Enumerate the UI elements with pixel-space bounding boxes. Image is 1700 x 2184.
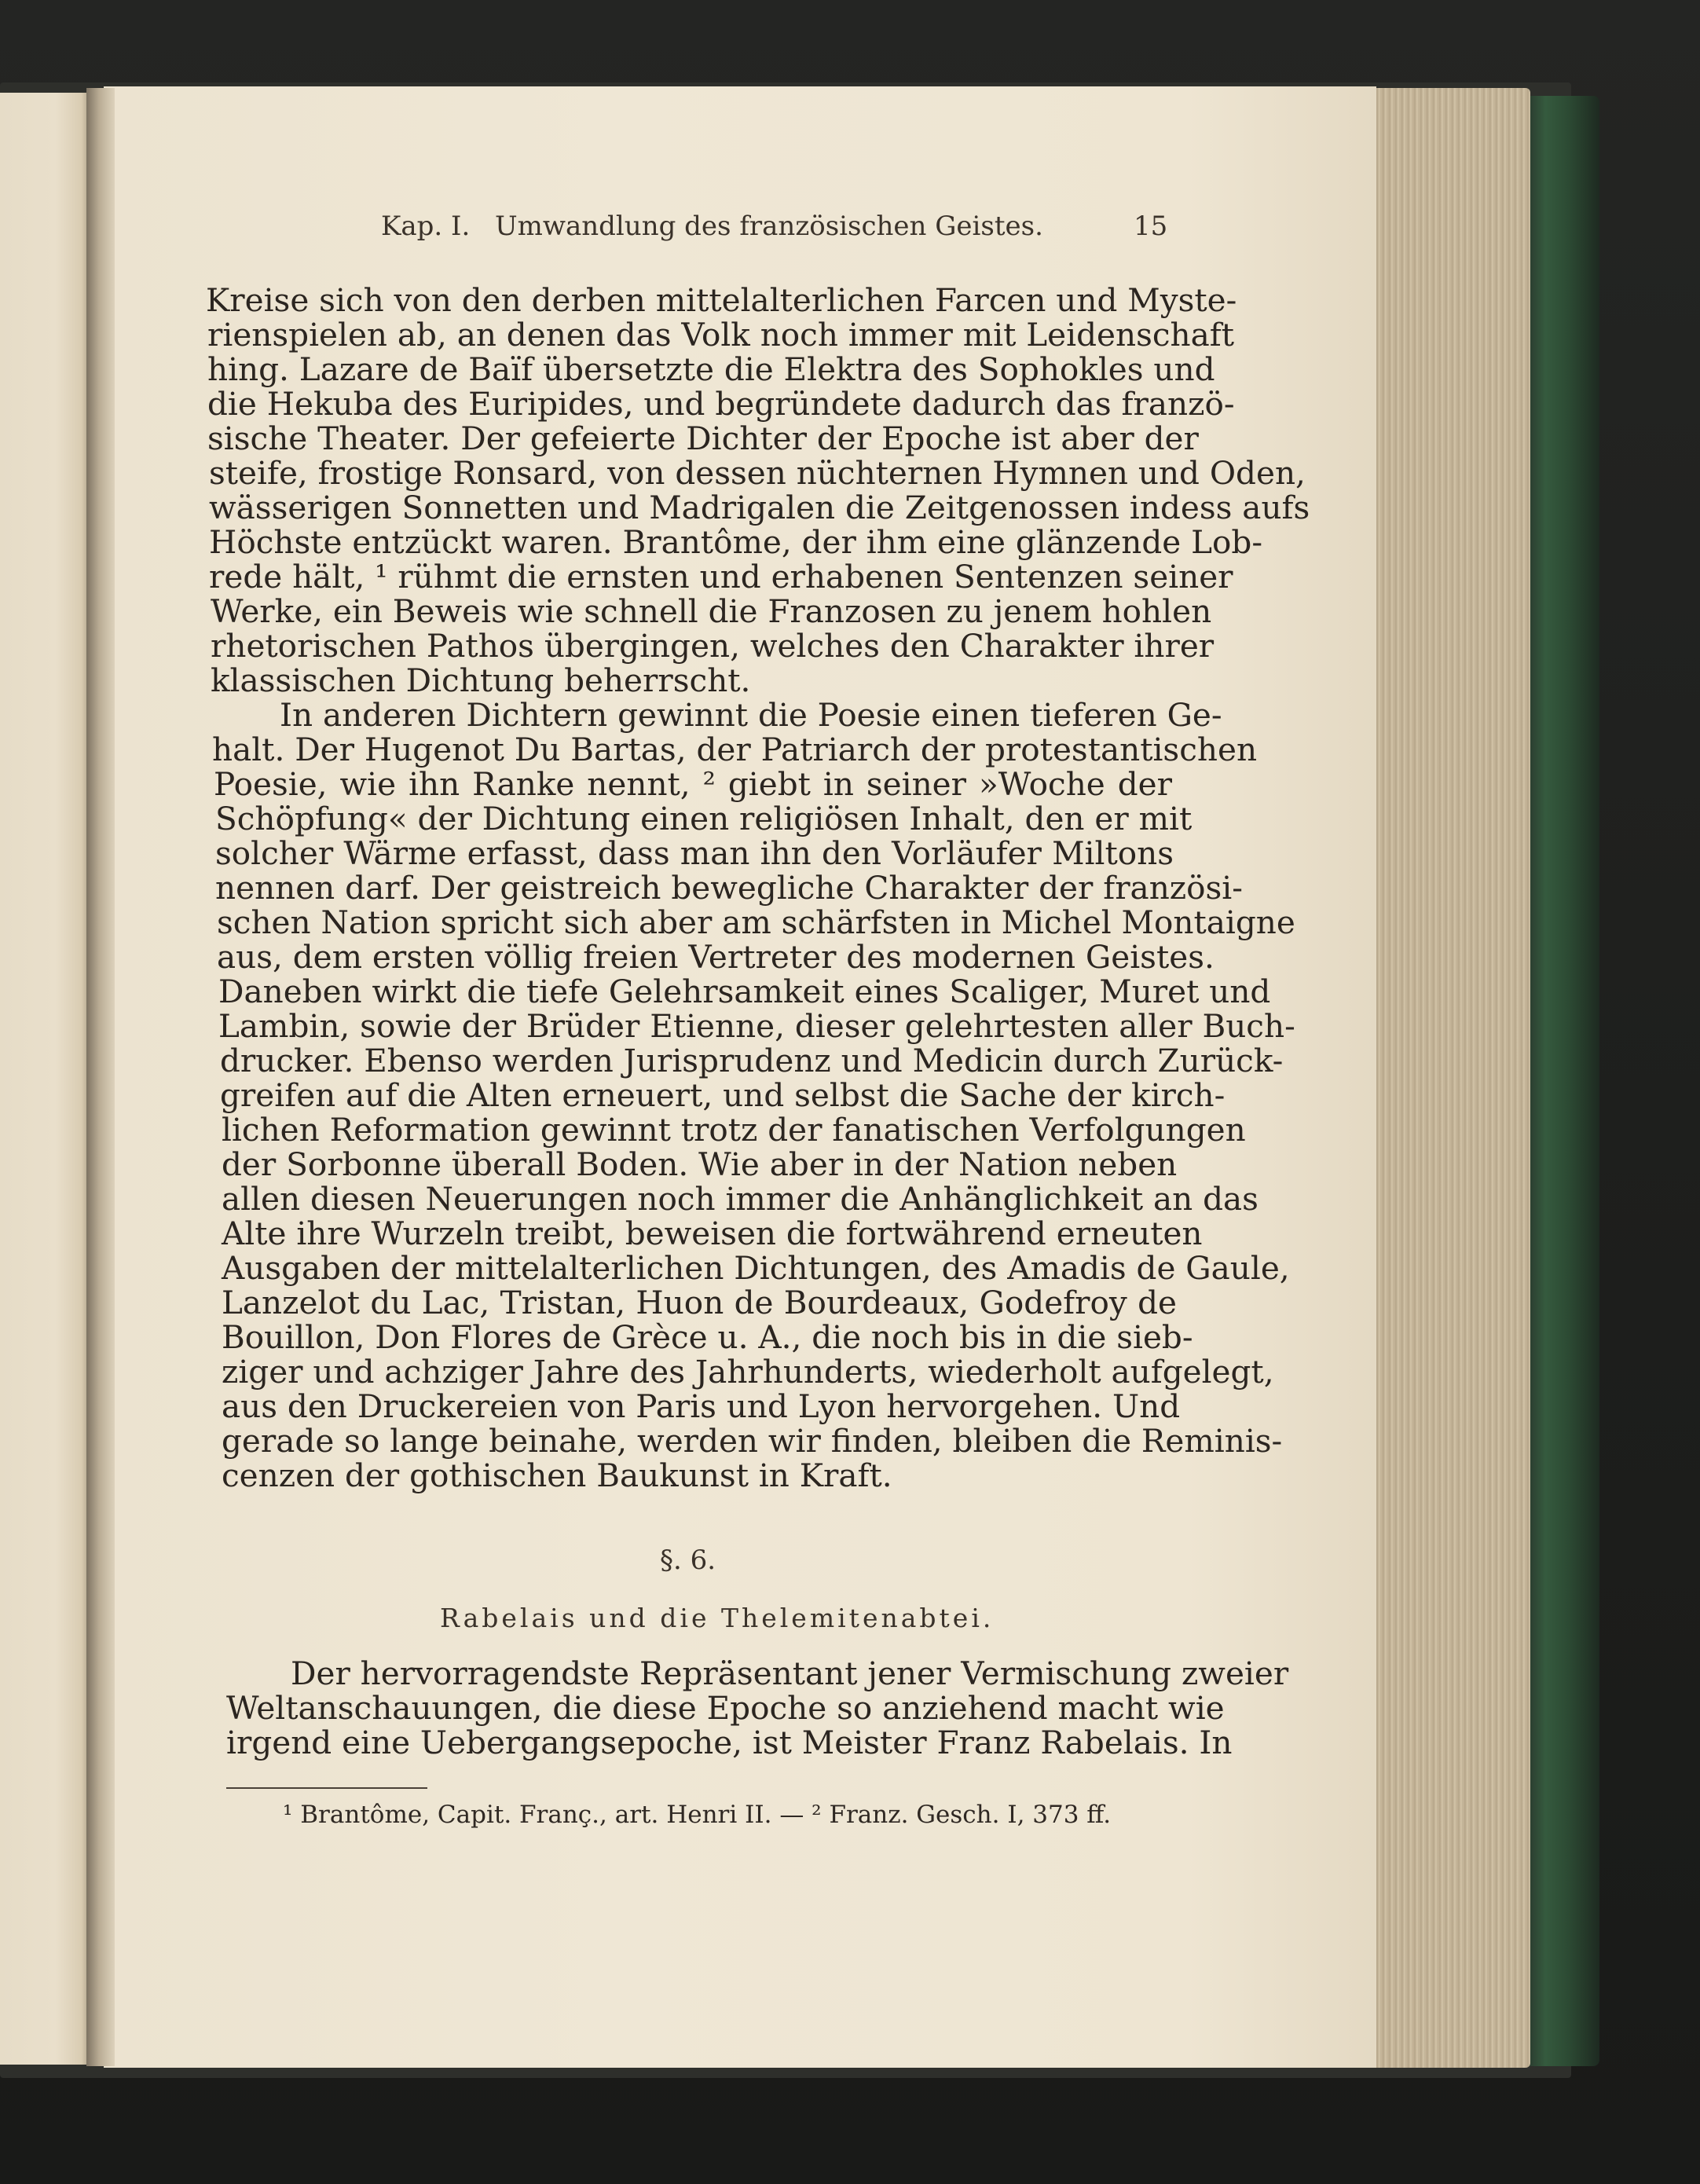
text-line: steife, frostige Ronsard, von dessen nüchternen Hymnen und Oden, [209,454,1306,492]
left-page-edge [0,93,93,2065]
text-line: Lambin, sowie der Brüder Etienne, dieser gelehrtesten aller Buch- [218,1007,1295,1045]
text-line: ziger und achziger Jahre des Jahrhunderts, wiederholt aufgelegt, [222,1353,1274,1391]
text-line: sische Theater. Der gefeierte Dichter der Epoche ist aber der [207,420,1199,457]
text-line: die Hekuba des Euripides, und begründete dadurch das franzö- [207,385,1235,423]
text-line: irgend eine Uebergangsepoche, ist Meister Franz Rabelais. In [226,1724,1233,1761]
text-line: Kreise sich von den derben mittelalterlichen Farcen und Myste- [206,281,1237,319]
text-line: aus, dem ersten völlig freien Vertreter des modernen Geistes. [217,938,1215,976]
text-line: rienspielen ab, an denen das Volk noch immer mit Leidenschaft [207,316,1235,354]
text-line: nennen darf. Der geistreich bewegliche Charakter der französi- [215,869,1243,907]
text-line: gerade so lange beinahe, werden wir finden, bleiben die Reminis- [222,1422,1283,1460]
text-line: Ausgaben der mittelalterlichen Dichtungen, des Amadis de Gaule, [222,1249,1290,1287]
page-edges [1368,88,1530,2068]
header-title: Umwandlung des französischen Geistes. [495,211,1043,242]
text-line: hing. Lazare de Baïf übersetzte die Elektra des Sophokles und [207,350,1215,388]
header-chapter: Kap. I. [381,211,471,242]
text-line: Daneben wirkt die tiefe Gelehrsamkeit eines Scaliger, Muret und [218,973,1271,1010]
text-line: schen Nation spricht sich aber am schärfsten in Michel Montaigne [217,903,1295,941]
section-title: Rabelais und die Thelemitenabtei. [440,1603,995,1633]
text-line: rhetorischen Pathos übergingen, welches den Charakter ihrer [211,627,1215,665]
book-spine [1522,96,1599,2066]
text-line: Weltanschauungen, die diese Epoche so anziehend macht wie [226,1689,1225,1727]
text-line: Schöpfung« der Dichtung einen religiösen Inhalt, den er mit [215,800,1193,837]
footnote-rule [226,1787,427,1789]
text-line: halt. Der Hugenot Du Bartas, der Patriarch der protestantischen [212,731,1258,768]
footnote: ¹ Brantôme, Capit. Franç., art. Henri II. — ² Franz. Gesch. I, 373 ff. [283,1801,1112,1829]
text-line: solcher Wärme erfasst, dass man ihn den Vorläufer Miltons [215,834,1174,872]
text-line: Der hervorragendste Repräsentant jener Vermischung zweier [291,1654,1289,1692]
text-line: cenzen der gothischen Baukunst in Kraft. [222,1457,892,1494]
text-line: Höchste entzückt waren. Brantôme, der ihm eine glänzende Lob- [209,523,1263,561]
text-line: drucker. Ebenso werden Jurisprudenz und Medicin durch Zurück- [220,1042,1284,1079]
text-line: der Sorbonne überall Boden. Wie aber in der Nation neben [222,1145,1178,1183]
text-line: wässerigen Sonnetten und Madrigalen die Zeitgenossen indess aufs [209,489,1310,526]
page-number: 15 [1134,211,1168,242]
text-line: allen diesen Neuerungen noch immer die Anhänglichkeit an das [222,1180,1259,1218]
text-line: Lanzelot du Lac, Tristan, Huon de Bourdeaux, Godefroy de [222,1284,1177,1321]
text-line: greifen auf die Alten erneuert, und selbst die Sache der kirch- [220,1076,1226,1114]
page-gutter [86,88,115,2066]
text-line: Bouillon, Don Flores de Grèce u. A., die noch bis in die sieb- [222,1318,1193,1356]
text-line: klassischen Dichtung beherrscht. [211,661,751,699]
text-line: lichen Reformation gewinnt trotz der fanatischen Verfolgungen [222,1111,1246,1149]
text-line: Poesie, wie ihn Ranke nennt, ² giebt in seiner »Woche der [214,765,1172,803]
section-number: §. 6. [660,1545,716,1576]
text-line: Werke, ein Beweis wie schnell die Franzosen zu jenem hohlen [211,592,1212,630]
text-line: In anderen Dichtern gewinnt die Poesie einen tieferen Ge- [280,696,1222,734]
text-line: rede hält, ¹ rühmt die ernsten und erhabenen Sentenzen seiner [209,558,1233,595]
text-line: Alte ihre Wurzeln treibt, beweisen die fortwährend erneuten [222,1215,1203,1252]
text-line: aus den Druckereien von Paris und Lyon hervorgehen. Und [222,1387,1181,1425]
